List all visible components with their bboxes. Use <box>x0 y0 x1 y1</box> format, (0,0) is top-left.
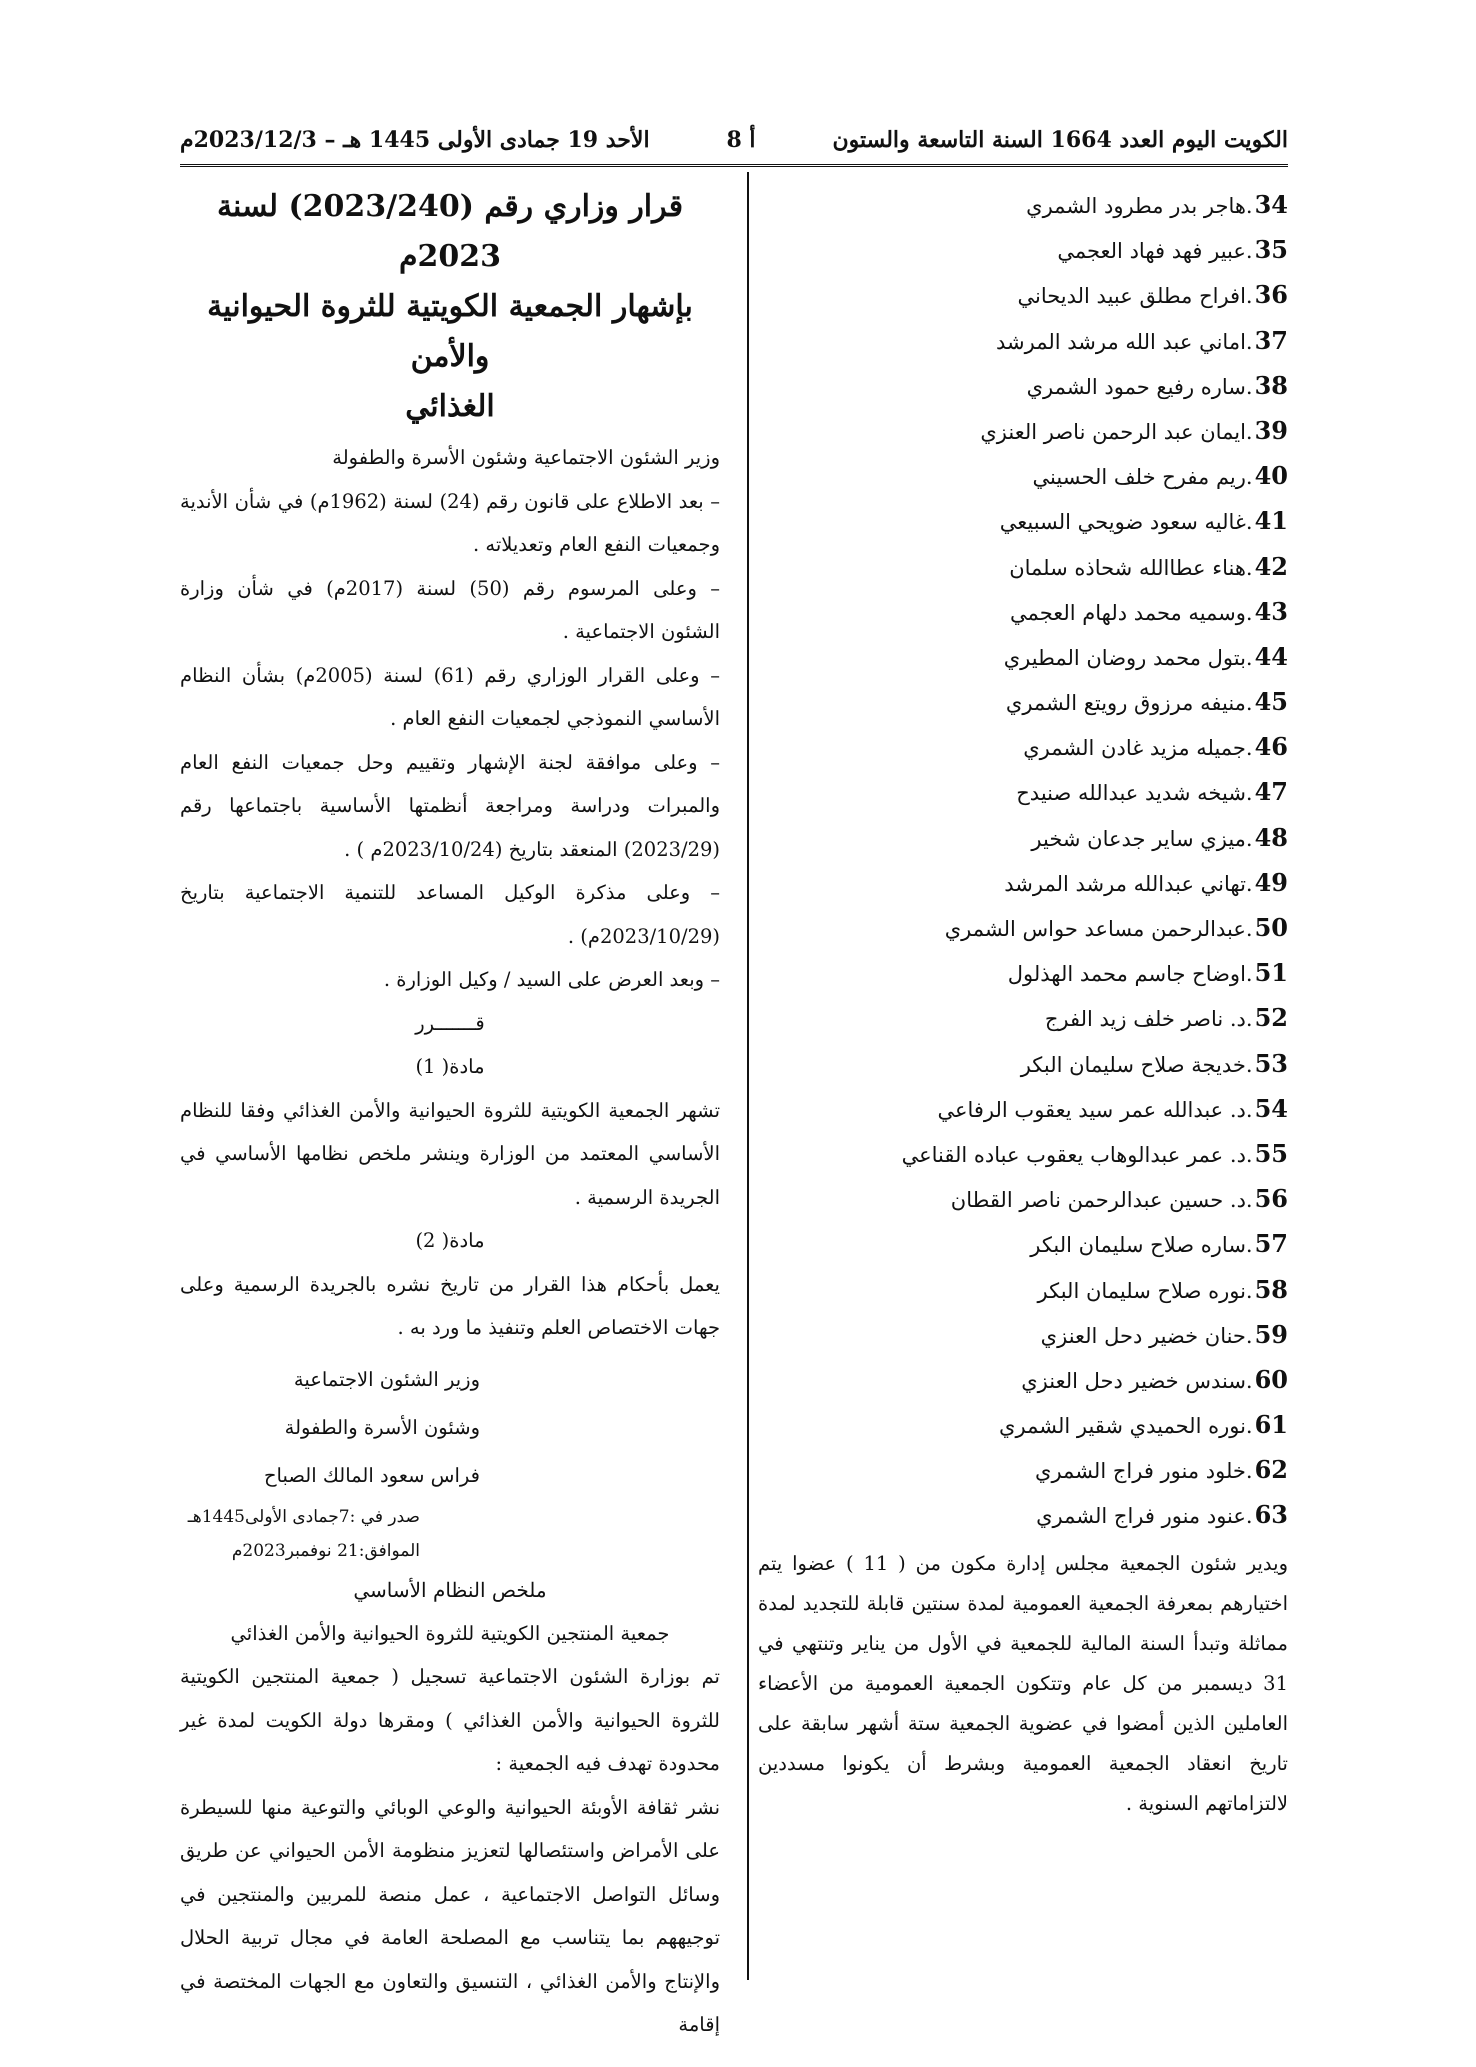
member-name: .ايمان عبد الرحمن ناصر العنزي <box>980 419 1253 444</box>
member-item <box>758 453 1288 498</box>
article-2-title: مادة( 2) <box>415 1229 485 1252</box>
member-name: .اماني عبد الله مرشد المرشد <box>996 329 1253 354</box>
member-item <box>758 1357 1288 1402</box>
member-name: .اوضاح جاسم محمد الهذلول <box>1007 962 1253 987</box>
society-name: جمعية المنتجين الكويتية للثروة الحيوانية والأمن الغذائي <box>230 1621 670 1645</box>
member-name: .ساره صلاح سليمان البكر <box>1030 1233 1253 1258</box>
member-number: 47 <box>1254 777 1288 807</box>
member-name: .ميزي ساير جدعان شخير <box>1031 826 1253 851</box>
summary-title: ملخص النظام الأساسي <box>353 1577 547 1602</box>
member-item <box>758 1131 1288 1176</box>
issue-dates <box>180 1500 720 1568</box>
member-item <box>758 182 1288 227</box>
member-name: .منيفه مرزوق رويتع الشمري <box>1005 691 1253 716</box>
member-item <box>758 1176 1288 1221</box>
member-item <box>758 634 1288 679</box>
member-number: 36 <box>1254 280 1288 310</box>
member-item <box>758 544 1288 589</box>
member-item <box>758 363 1288 408</box>
member-name: .هاجر بدر مطرود الشمري <box>1026 194 1253 218</box>
page-header <box>180 118 1288 162</box>
member-item <box>758 408 1288 453</box>
members-column <box>758 182 1288 1843</box>
member-name: .خديجة صلاح سليمان البكر <box>1020 1052 1253 1077</box>
member-number: 48 <box>1254 822 1288 852</box>
member-name: .نوره صلاح سليمان البكر <box>1037 1278 1253 1303</box>
article-1-text: تشهر الجمعية الكويتية للثروة الحيوانية والأمن الغذائي وفقا للنظام الأساسي المعتمد من الوزارة وينشر ملخص نظامها الأساسي في الجريدة الرسمية . <box>180 1098 720 1209</box>
corresponding-date: الموافق:21 نوفمبر2023م <box>231 1540 420 1561</box>
member-item <box>758 950 1288 995</box>
member-name: .عبدالرحمن مساعد حواس الشمري <box>944 917 1253 941</box>
member-number: 61 <box>1254 1410 1288 1440</box>
member-name: .د. حسين عبدالرحمن ناصر القطان <box>950 1188 1253 1213</box>
article-2-text: يعمل بأحكام هذا القرار من تاريخ نشره بالجريدة الرسمية وعلى جهات الاختصاص العلم وتنفيذ ما ورد به . <box>180 1272 720 1339</box>
decree-title <box>180 182 720 432</box>
member-number: 63 <box>1254 1500 1288 1530</box>
minister-signature <box>180 1356 720 1500</box>
member-name: .د. ناصر خلف زيد الفرج <box>1044 1007 1253 1032</box>
member-name: .تهاني عبدالله مرشد المرشد <box>1004 871 1253 896</box>
member-name: .حنان خضير دحل العنزي <box>1040 1323 1253 1348</box>
decree-title-line-2: بإشهار الجمعية الكويتية للثروة الحيوانية والأمن <box>207 289 693 374</box>
header-issue-info: الكويت اليوم العدد 1664 السنة التاسعة والستون <box>832 127 1288 153</box>
member-name: .سندس خضير دحل العنزي <box>1021 1368 1253 1393</box>
member-number: 41 <box>1254 506 1288 536</box>
member-number: 51 <box>1254 958 1288 988</box>
member-item <box>758 995 1288 1040</box>
member-number: 53 <box>1254 1048 1288 1078</box>
member-name: .جميله مزيد غادن الشمري <box>1023 736 1253 761</box>
member-name: .خلود منور فراج الشمري <box>1035 1459 1253 1484</box>
member-number: 45 <box>1254 687 1288 717</box>
member-item <box>758 724 1288 769</box>
member-item <box>758 589 1288 634</box>
member-number: 38 <box>1254 370 1288 400</box>
member-number: 57 <box>1254 1229 1288 1259</box>
header-page-number: أ 8 <box>726 127 756 153</box>
member-name: .ساره رفيع حمود الشمري <box>1026 374 1253 399</box>
member-number: 52 <box>1254 1003 1288 1033</box>
member-name: .وسميه محمد دلهام العجمي <box>1010 600 1253 625</box>
members-list <box>758 182 1288 1538</box>
member-name: .نوره الحميدي شقير الشمري <box>999 1414 1253 1439</box>
article-1-title: مادة( 1) <box>415 1055 485 1078</box>
member-number: 46 <box>1254 732 1288 762</box>
member-item <box>758 860 1288 905</box>
member-name: .هناء عطاالله شحاذه سلمان <box>1009 555 1253 580</box>
member-item <box>758 1041 1288 1086</box>
member-item <box>758 679 1288 724</box>
member-item <box>758 1221 1288 1266</box>
minister-title-2: وشئون الأسرة والطفولة <box>284 1415 480 1439</box>
member-item <box>758 1267 1288 1312</box>
decree-title-line-1: قرار وزاري رقم (2023/240) لسنة 2023م <box>216 189 684 274</box>
recital-6: – وبعد العرض على السيد / وكيل الوزارة . <box>383 968 720 991</box>
member-number: 49 <box>1254 867 1288 897</box>
member-name: .بتول محمد روضان المطيري <box>1003 645 1253 670</box>
member-name: .د. عبدالله عمر سيد يعقوب الرفاعي <box>937 1097 1253 1122</box>
board-paragraph: ويدير شئون الجمعية مجلس إدارة مكون من ( 11 ) عضوا يتم اختيارهم بمعرفة الجمعية العمومية لمدة سنتين قابلة للتجديد لمدة مماثلة وتبدأ السنة المالية للجمعية في الأول من يناير وتنتهي في 31 ديسمبر من كل عام وتتكون الجمعية العمومية من الأعضاء العاملين الذين أمضوا في عضوية الجمعية ستة أشهر سابقة على تاريخ انعقاد الجمعية العمومية وبشرط أن يكونوا مسددين لالتزاماتهم السنوية . <box>758 1551 1288 1815</box>
decree-column <box>180 182 720 2047</box>
recital-4: – وعلى موافقة لجنة الإشهار وتقييم وحل جمعيات النفع العام والمبرات ودراسة ومراجعة أنظمتها الأساسية باجتماعها رقم (2023/29) المنعقد بتاريخ (2023/10/24م ) . <box>180 750 720 861</box>
member-number: 39 <box>1254 415 1288 445</box>
member-item <box>758 905 1288 950</box>
member-number: 44 <box>1254 641 1288 671</box>
member-item <box>758 769 1288 814</box>
member-item <box>758 1492 1288 1537</box>
member-number: 59 <box>1254 1319 1288 1349</box>
member-number: 34 <box>1254 190 1288 219</box>
recital-2: – وعلى المرسوم رقم (50) لسنة (2017م) في شأن وزارة الشئون الاجتماعية . <box>180 576 720 643</box>
member-number: 43 <box>1254 596 1288 626</box>
objectives-text: نشر ثقافة الأوبئة الحيوانية والوعي الوبائي والتوعية منها للسيطرة على الأمراض واستئصالها لتعزيز منظومة الأمن الحيواني عن طريق وسائل التواصل الاجتماعية ، عمل منصة للمربين والمنتجين في توجيههم بما يتناسب مع المصلحة العامة في مجال تربية الحلال والإنتاج والأمن الغذائي ، التنسيق والتعاون مع الجهات المختصة في إقامة <box>180 1795 720 2036</box>
minister-name: فراس سعود المالك الصباح <box>263 1463 480 1487</box>
column-divider <box>747 172 749 1980</box>
decree-issuer: وزير الشئون الاجتماعية وشئون الأسرة والطفولة <box>332 446 720 469</box>
member-name: .غاليه سعود ضويحي السبيعي <box>999 510 1253 535</box>
member-item <box>758 815 1288 860</box>
member-item <box>758 272 1288 317</box>
member-item <box>758 498 1288 543</box>
recital-1: – بعد الاطلاع على قانون رقم (24) لسنة (1962م) في شأن الأندية وجمعيات النفع العام وتعديلاته . <box>180 489 720 556</box>
member-number: 55 <box>1254 1138 1288 1168</box>
member-number: 35 <box>1254 235 1288 265</box>
header-date: الأحد 19 جمادى الأولى 1445 هـ – 2023/12/3م <box>180 127 650 153</box>
member-item <box>758 318 1288 363</box>
header-divider <box>180 164 1288 167</box>
member-name: .عبير فهد فهاد العجمي <box>1057 239 1253 264</box>
member-item <box>758 227 1288 272</box>
member-name: .افراح مطلق عبيد الديحاني <box>1017 284 1253 309</box>
member-name: .د. عمر عبدالوهاب يعقوب عباده القناعي <box>901 1142 1253 1167</box>
member-number: 42 <box>1254 551 1288 581</box>
member-number: 50 <box>1254 913 1288 942</box>
member-item <box>758 1402 1288 1447</box>
member-name: .ريم مفرح خلف الحسيني <box>1032 465 1253 490</box>
member-number: 54 <box>1254 1093 1288 1123</box>
member-item <box>758 1086 1288 1131</box>
decree-title-line-3: الغذائي <box>405 389 495 424</box>
member-name: .شيخه شديد عبدالله صنيدح <box>1016 781 1253 806</box>
registration-text: تم بوزارة الشئون الاجتماعية تسجيل ( جمعية المنتجين الكويتية للثروة الحيوانية والأمن الغذائي ) ومقرها دولة الكويت لمدة غير محدودة تهدف فيه الجمعية : <box>180 1665 720 1775</box>
issued-date: صدر في :7جمادى الأولى1445هـ <box>187 1506 420 1527</box>
member-number: 40 <box>1254 461 1288 491</box>
recital-3: – وعلى القرار الوزاري رقم (61) لسنة (2005م) بشأن النظام الأساسي النموذجي لجمعيات النفع العام . <box>180 663 720 730</box>
minister-title-1: وزير الشئون الاجتماعية <box>293 1367 480 1391</box>
member-number: 58 <box>1254 1274 1288 1304</box>
decided-heading: قـــــــرر <box>415 1011 485 1035</box>
member-name: .عنود منور فراج الشمري <box>1036 1504 1253 1529</box>
member-number: 62 <box>1254 1455 1288 1485</box>
member-item <box>758 1447 1288 1492</box>
member-number: 37 <box>1254 325 1288 355</box>
member-number: 56 <box>1254 1184 1288 1214</box>
member-item <box>758 1312 1288 1357</box>
recital-5: – وعلى مذكرة الوكيل المساعد للتنمية الاجتماعية بتاريخ (2023/10/29م) . <box>180 881 720 948</box>
member-number: 60 <box>1254 1364 1288 1394</box>
